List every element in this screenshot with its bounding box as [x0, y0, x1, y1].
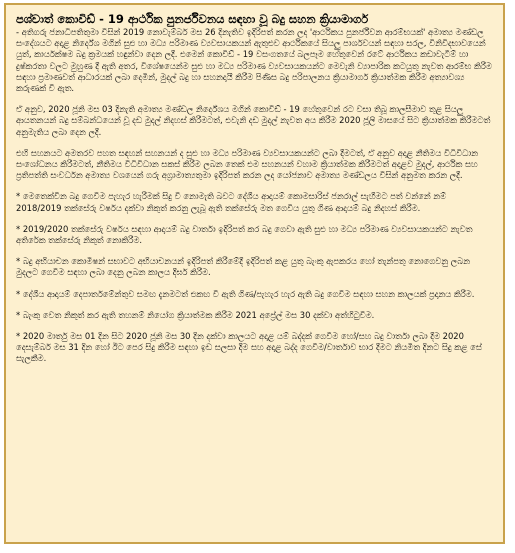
- bullet-tax-waiver: * මෙතෙක්වීන බදු ගෙවීම පැහැර හැරීමක් සිදු වී නොමැති බවට දේශීය ආදායම් කොමසාරිස් ජනරාල් සැහීමට පත් වන්නේ නම් 2018/2019 තක්සේරු වර්ෂය දක්වා නිකුත් කරනු ලැබූ ඇති තක්සේරු මත ගෙවිය යුතු ගිණ ආදායම් බදු නිදහස් කිරීම.: [16, 191, 447, 213]
- bullet-no-additional-assessment: * 2019/2020 තක්සේරු වර්ෂය සඳහා ආදායම් බදු වාර්තා ඉදිරිපත් කර බදු ගෙවා ඇති සුළු හා මධ්‍ය පරිමාණ ව්‍යවසායකයන්ට නැවත අතිරේක තක්සේරු නිකුත් නොකිරීම.: [16, 223, 473, 246]
- bullet-filing-deadline-extension: * 2020 මාර්තු මස 01 දින සිට 2020 ජූනි මස 30 දින දක්වා කාලයට අදාළ යම් බද්දක් ගෙවීම හෝ/සහ බදු වාර්තා ලබා දීම 2020 දෙසැම්බර් මස 31 දින හෝ ඊට පෙර සිදු කිරීම සඳහා ඉඩ සලසා දීම සහ අදාළ බද්ද ගෙවීම/වාර්තාව භාර දීමට නියමිත දිනට සිදු කළ සේ සැලකීම.: [16, 331, 482, 364]
- paragraph-cabinet-decision: ඒ අනුව, 2020 ජූනි මස 03 දිනැති අමාත්‍ය මණ්ඩල නිර්දේශය මගින් කොවිඩ් - 19 හේතුවෙන් රට වසා තිබූ කාලසීමාව තුළ සියලු ආයතනයන් බදු සම්බන්ධයෙන් වූ දඩ මුදල් නිදහස් කිරීමටත්, එවැනි දඩ මුදල් නැවත අය කිරීම 2020 ජූලි මාසයේ සිට ක්‍රියාත්මක කිරීමටත් අනුමැතිය ලබා දෙන ලදී.: [16, 104, 491, 137]
- paragraph-additional-relief: එහි සහනයට අමතරව පහත සඳහන් සහනයන් ද සුළු හා මධ්‍ය පරිමාණ ව්‍යවසායකයන්ට ලබා දීමටත්, ඒ අනුව අදාළ නීතිමය විධිවිධාන සංශෝධනය කිරීමටත්, නීතිමය විධිවිධාන සකස් කිරීම ලබන තෙක් එම සහනයන් වහාම ක්‍රියාත්මක කිරීමටත් අදාළව මුදල්, ආර්ථික සහ ප්‍රතිපත්ති සංවර්ධන අමාත්‍ය වශයෙන් ගරු අග්‍රාමාත්‍යතුමා ඉදිරිපත් කරන ලද යෝජනාව අමාත්‍ය මණ්ඩලය විසින් අනුමත කරන ලදී.: [16, 147, 478, 181]
- bullet-grace-period: * දේශීය ආදායම් දෙපාර්තමේන්තුව සමඟ දැනමටත් එකඟ වී ඇති ගිණ/පැහැර හැර ඇති බදු ගෙවීම සඳහා සහන කාලයක් ප්‍රදානය කිරීම.: [16, 288, 475, 299]
- paragraph-intro: - අතිගරු ජනාධිපතිතුමා විසින් 2019 නොවැම්බර් මස 26 දිනැතිව ඉදිරිපත් කරන ලද 'ආර්ථිකය පුනර්ජීවන ආරම්භයක්' අමාත්‍ය මණ්ඩල සංදේශයට අදාළ නිර්දේශ මගින් සුළු හා මධ්‍ය පරිමාණ ව්‍යවසායකයන් ඇතුළුව ආර්ථිකයේ සියලු පාර්ශවයන් සඳහා සරල, විනිවිදභාවයෙන් යුත්, කාර්යක්ෂම බදු ක්‍රමයක් හඳුන්වා දෙන ලදී. එමෙන් කොවිඩ් - 19 වසංගතයේ බලපෑම හේතුවෙන් රටේ ආර්ථිකය කඩාවැටීම් හා දුෂ්කරතා වලට මුහුණ දී ඇති අතර, විශේෂයෙන්ම සුළු හා මධ්‍ය පරිමාණ ව්‍යවසායකයන්ට මෙවැනි ව්‍යාපාරික කටයුතු නැවත ආරම්භ කිරීම සඳහා ප්‍රමාණවත් ආධාරයක් ලබා දෙමින්, මුදල් බදු හා සහනදායී කිරීම පිණිස බදු පරිපාලනය ක්‍රියාමාර්ග ක්‍රියාත්මක කිරීම අත්‍යාවශ්‍ය කරුණක් වී ඇත.: [16, 27, 492, 94]
- bullet-bank-orders-suspension: * බැංකු වෙත නිකුත් කර ඇති තහනම් නියෝග ක්‍රියාත්මක කිරීම 2021 අප්‍රේල් මස 30 දක්වා අත්හිටුවීම.: [16, 309, 375, 320]
- bullet-appeal-extension: * බදු අභියාචන කොමිෂන් සභාවට අභියාචනයන් ඉදිරිපත් කිරීමේදී ඉදිරිපත් කළ යුතු බැංකු ඇපකරය හෝ තැන්පතු නොගෙවනු ලබන මුදලට ගෙවීම සඳහා ලබා දෙනු ලබන කාලය දීර්ඝ කිරීම.: [16, 256, 470, 278]
- document-title: පශ්චාත් කොවිඩ් - 19 ආර්ථික පුනර්ජීවනය සඳහා වූ බදු සහන ක්‍රියාමාර්ග: [16, 12, 369, 26]
- document-panel: [4, 3, 505, 544]
